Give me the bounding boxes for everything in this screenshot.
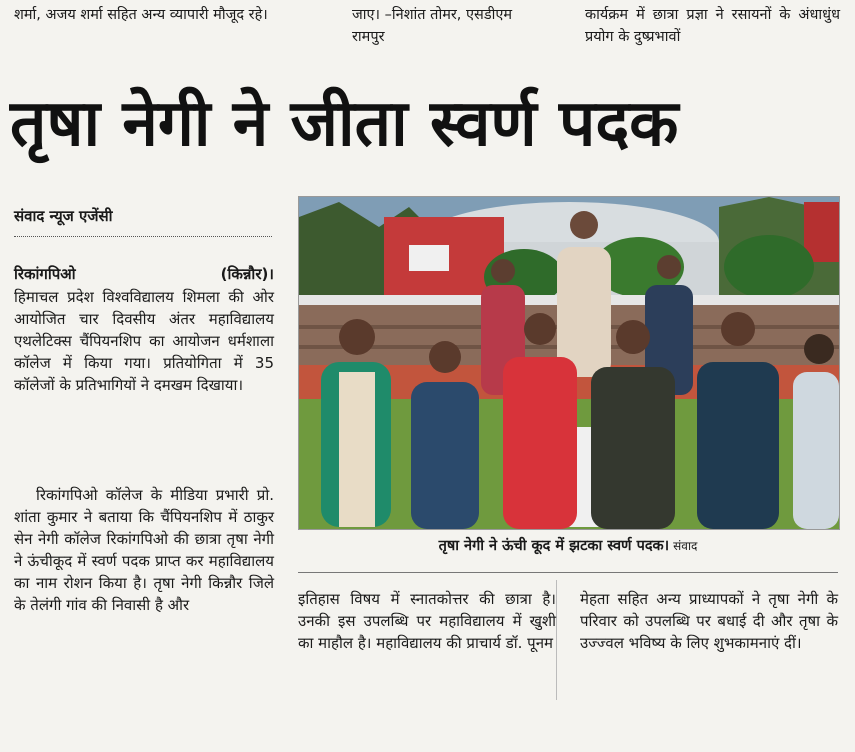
article-headline: तृषा नेगी ने जीता स्वर्ण पदक [10,87,679,161]
top-column-1-text: शर्मा, अजय शर्मा सहित अन्य व्यापारी मौजूद रहे। [14,7,268,23]
photo-caption [298,534,838,558]
top-column-3-text: कार्यक्रम में छात्रा प्रज्ञा ने रसायनों के अंधाधुंध प्रयोग के दुष्प्रभावों [585,7,840,45]
article-paragraph-3: इतिहास विषय में स्नातकोत्तर की छात्रा है। उनकी इस उपलब्धि पर महाविद्यालय में खुशी का माहौल है। महाविद्यालय की प्राचार्य डॉ. पूनम [298,590,556,652]
column-divider [556,580,557,700]
caption-divider [298,572,838,573]
article-paragraph-2: रिकांगपिओ कॉलेज के मीडिया प्रभारी प्रो. शांता कुमार ने बताया कि चैंपियनशिप में ठाकुर सेन नेगी कॉलेज रिकांगपिओ की छात्रा तृषा नेगी ने ऊंचीकूद में स्वर्ण पदक प्राप्त कर महाविद्यालय का नाम रोशन किया है। तृषा नेगी किन्नौर जिले के तेलंगी गांव की निवासी है और [14,486,274,614]
article-photo [298,196,840,530]
award-ceremony-photo [299,197,839,529]
dateline-place: रिकांगपिओ [14,265,76,283]
photo-caption-text: तृषा नेगी ने ऊंची कूद में झटका स्वर्ण पदक। [438,538,670,554]
photo-credit: संवाद [673,539,698,553]
article-byline: संवाद न्यूज एजेंसी [14,207,113,225]
top-column-2-text: जाए। –निशांत तोमर, एसडीएम रामपुर [352,7,513,45]
article-paragraph-1: हिमाचल प्रदेश विश्वविद्यालय शिमला की ओर आयोजित चार दिवसीय अंतर महाविद्यालय एथलेटिक्स चैंपियनशिप का आयोजन धर्मशाला कॉलेज में किया गया। प्रतियोगिता में 35 कॉलेजों के प्रतिभागियों ने दमखम दिखाया। [14,288,274,394]
article-paragraph-4: मेहता सहित अन्य प्राध्यापकों ने तृषा नेगी के परिवार को उपलब्धि पर बधाई दी और तृषा के उज्ज्वल भविष्य के लिए शुभकामनाएं दीं। [580,590,838,652]
dateline-district: (किन्नौर)। [220,265,274,283]
article-dateline [14,262,274,286]
byline-divider [14,236,272,237]
